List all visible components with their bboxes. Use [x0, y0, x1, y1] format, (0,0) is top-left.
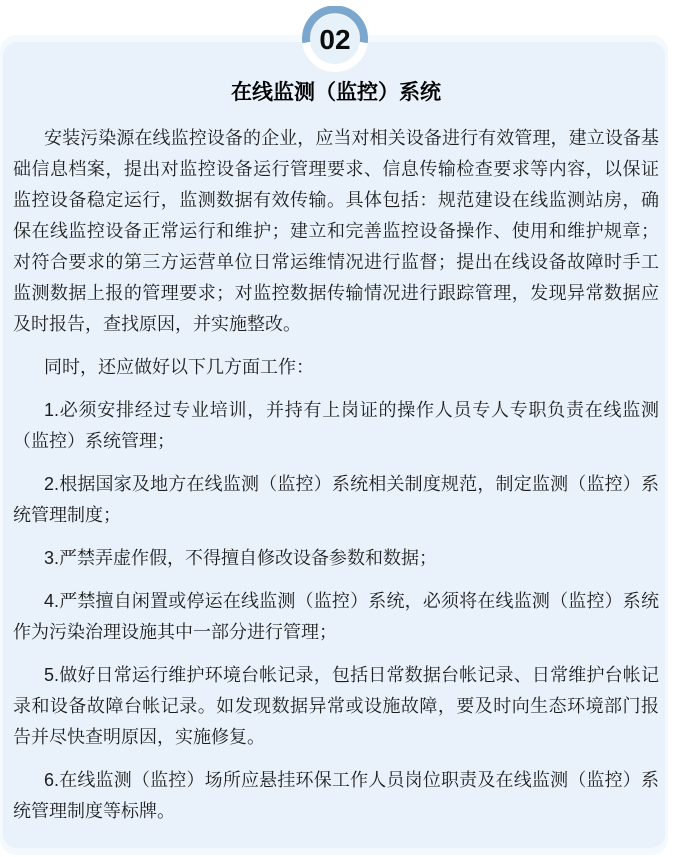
- section-number: 02: [319, 23, 351, 55]
- article-title: 在线监测（监控）系统: [231, 81, 441, 104]
- list-item-3: 3.严禁弄虚作假，不得擅自修改设备参数和数据；: [44, 548, 438, 568]
- list-item-5: 5.做好日常运行维护环境台帐记录，包括日常数据台帐记录、日常维护台帐记录和设备故障台帐记录。如发现数据异常或设施故障，要及时向生态环境部门报告并尽快查明原因，实施修复。: [13, 665, 659, 747]
- content-panel-halo: [0, 35, 668, 855]
- section-number-badge: [302, 6, 368, 72]
- list-item-6: 6.在线监测（监控）场所应悬挂环保工作人员岗位职责及在线监测（监控）系统管理制度等标牌。: [13, 770, 659, 821]
- paragraph-lead-in: 同时，还应做好以下几方面工作：: [44, 357, 314, 377]
- list-item-1: 1.必须安排经过专业培训，并持有上岗证的操作人员专人专职负责在线监测（监控）系统管理；: [13, 400, 659, 451]
- list-item-2: 2.根据国家及地方在线监测（监控）系统相关制度规范，制定监测（监控）系统管理制度；: [13, 474, 659, 525]
- list-item-4: 4.严禁擅自闲置或停运在线监测（监控）系统，必须将在线监测（监控）系统作为污染治理设施其中一部分进行管理；: [13, 591, 659, 642]
- paragraph-intro: 安装污染源在线监控设备的企业，应当对相关设备进行有效管理，建立设备基础信息档案，提出对监控设备运行管理要求、信息传输检查要求等内容，以保证监控设备稳定运行，监测数据有效传输。具体包括：规范建设在线监测站房，确保在线监控设备正常运行和维护；建立和完善监控设备操作、使用和维护规章；对符合要求的第三方运营单位日常运维情况进行监督；提出在线设备故障时手工监测数据上报的管理要求；对监控数据传输情况进行跟踪管理，发现异常数据应及时报告，查找原因，并实施整改。: [13, 128, 659, 334]
- content-panel: [3, 42, 665, 848]
- article-body: [13, 123, 659, 827]
